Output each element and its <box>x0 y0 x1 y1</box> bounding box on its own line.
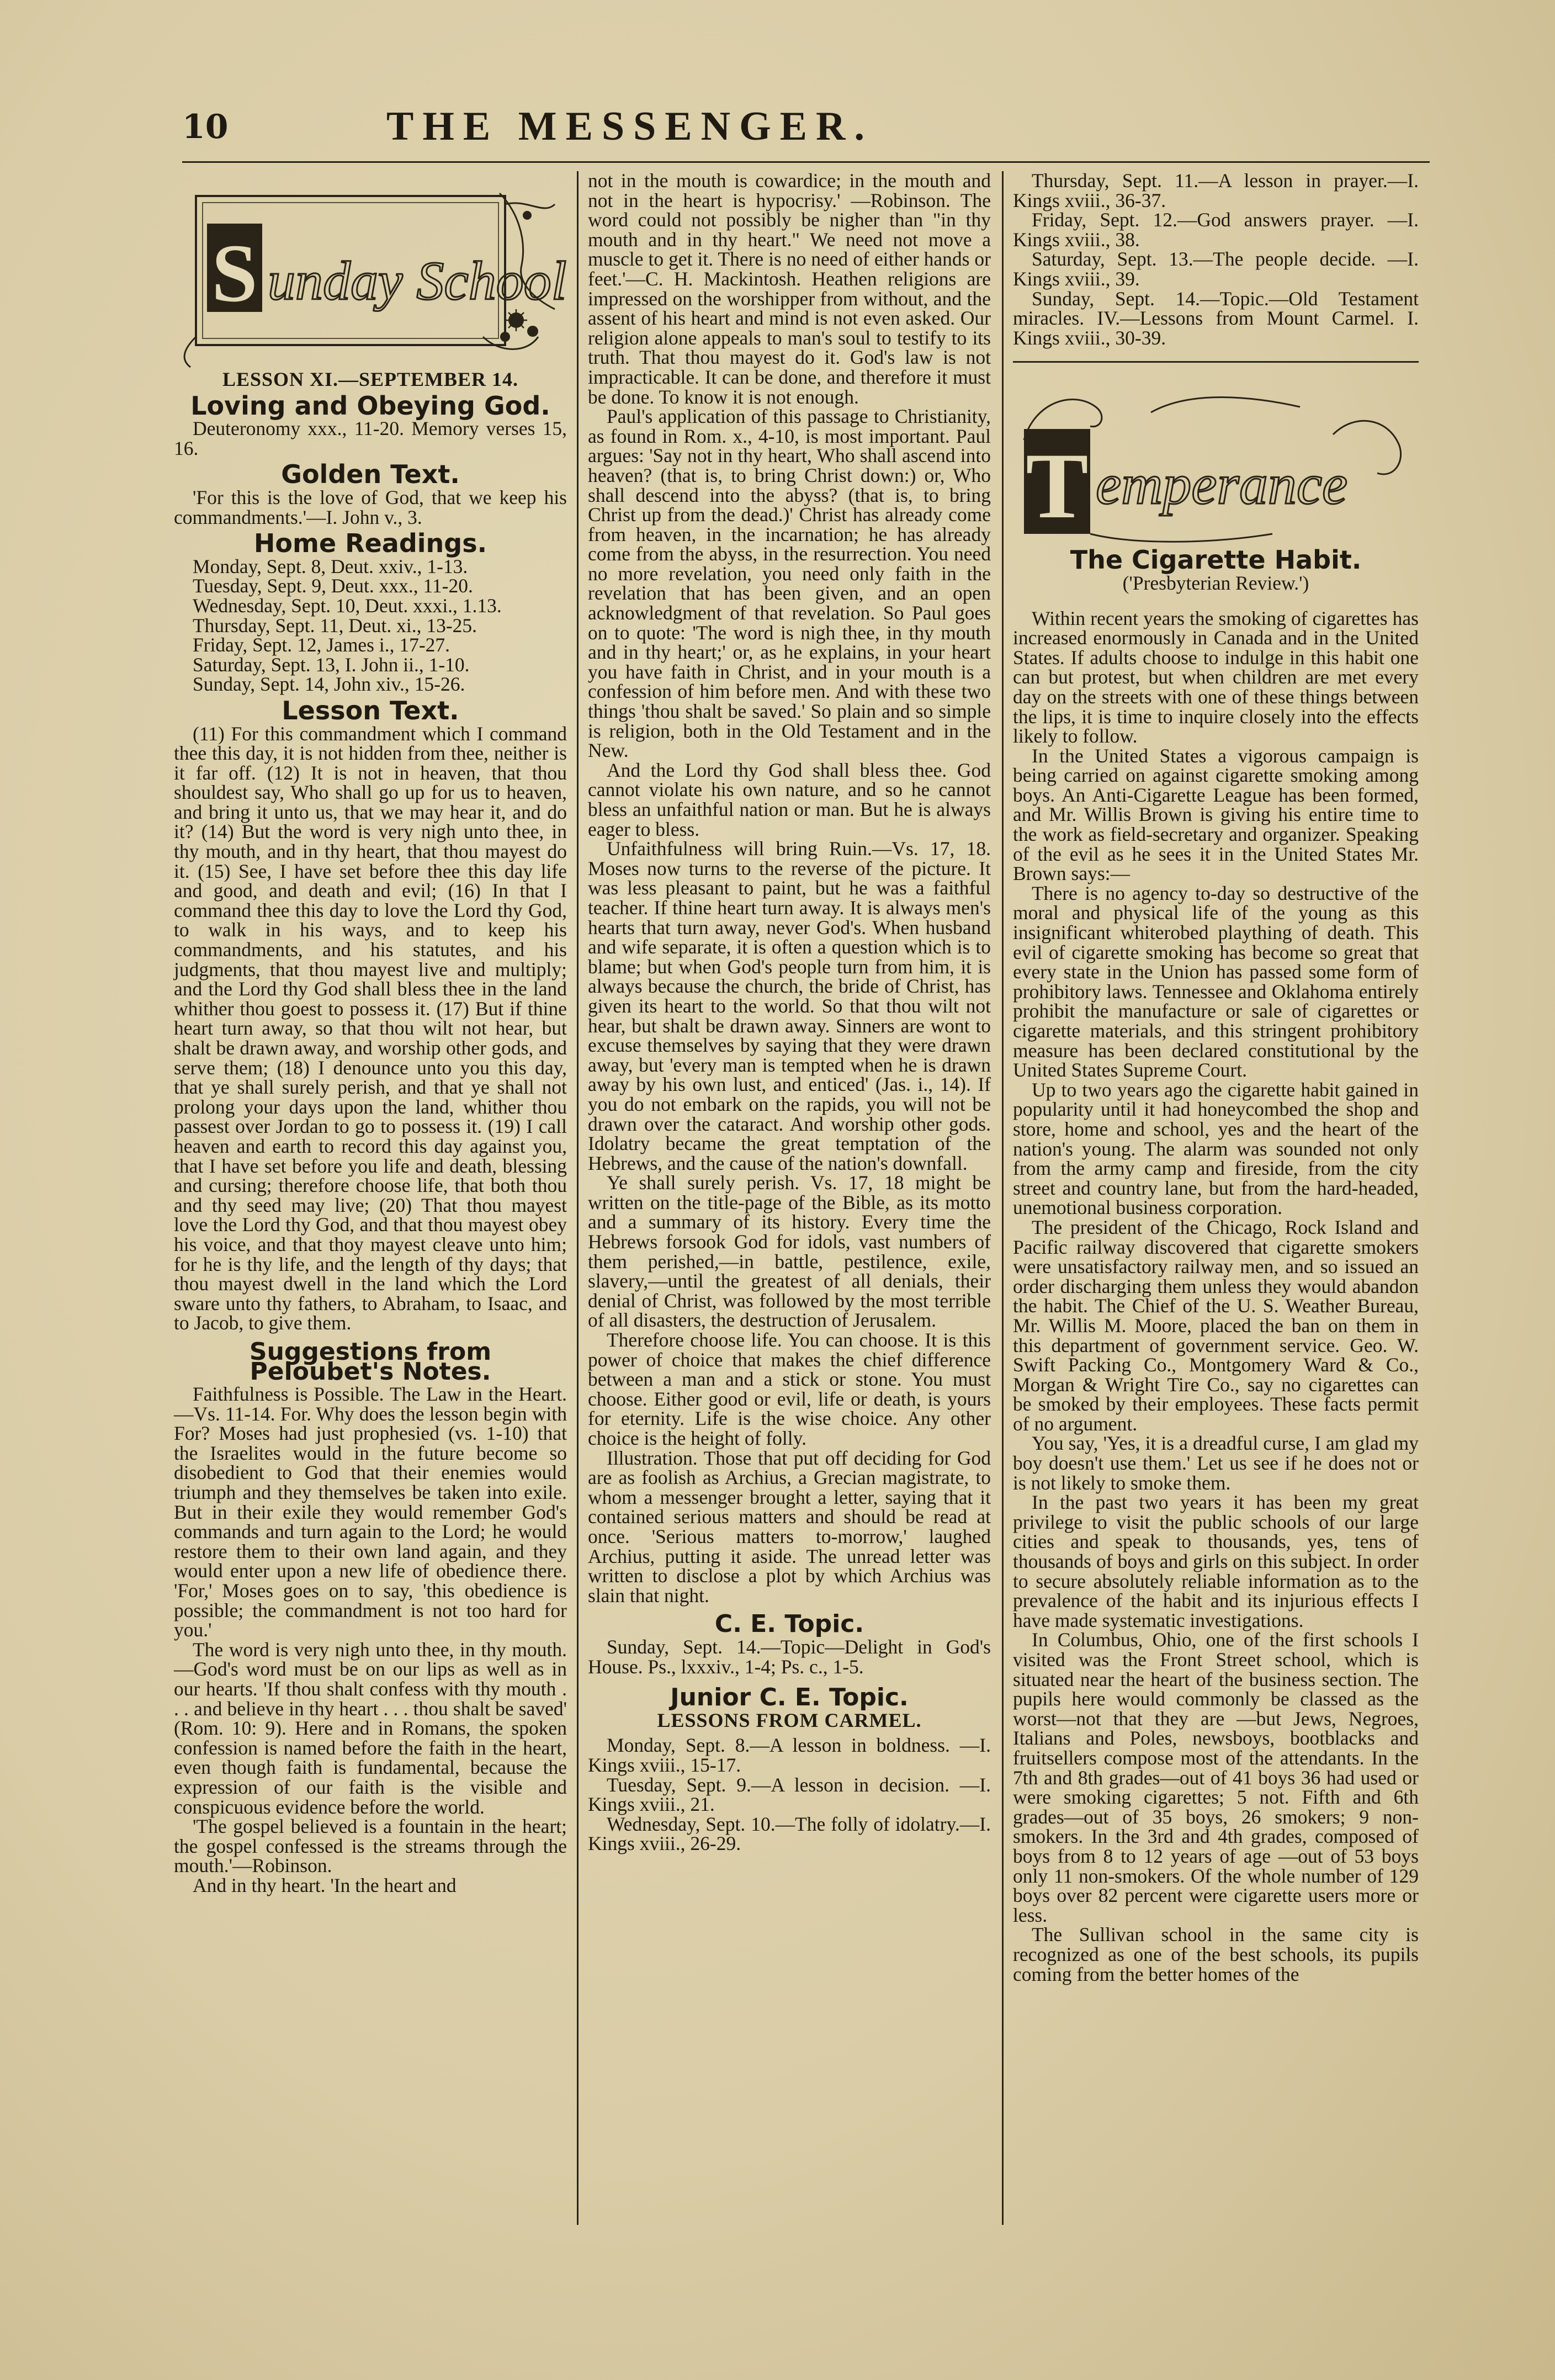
junior-ce-item: Friday, Sept. 12.—God answers prayer. —I. Kings xviii., 38. <box>1013 209 1419 251</box>
list-item: Thursday, Sept. 11, Deut. xi., 13-25. <box>193 614 477 637</box>
list-item: Friday, Sept. 12, James i., 17-27. <box>193 634 450 656</box>
article-title: The Cigarette Habit. <box>1070 545 1362 575</box>
suggestions-paragraph: The word is very nigh unto thee, in thy mouth.—God's word must be on our lips as well as in our hearts. 'If thou shalt confess with thy mouth . . . and believe in thy heart . . . thou shalt be saved' (Rom. 10: 9). Here and in Romans, the spoken confession is named before the faith in the heart, even though faith is fundamental, because the expression of our faith is the visible and conspicuous evidence before the world. <box>174 1638 567 1818</box>
suggestions-paragraph: 'The gospel believed is a fountain in the heart; the gospel confessed is the streams through the mouth.'—Robinson. <box>174 1815 567 1877</box>
junior-ce-item: Wednesday, Sept. 10.—The folly of idolatry.—I. Kings xviii., 26-29. <box>588 1812 991 1855</box>
svg-text:emperance: emperance <box>1096 453 1348 517</box>
column-2 <box>588 171 991 1854</box>
column-3 <box>1013 171 1419 1984</box>
body-paragraph: not in the mouth is cowardice; in the mouth and not in the heart is hypocrisy.' —Robinson. The word could not possibly be nigher than "in thy mouth and in thy heart." We need not move a muscle to get it. There is no need of either hands or feet.'—C. H. Mackintosh. Heathen religions are impressed on the worshipper from without, and the assent of his heart and mind is not even asked. Our religion alone appeals to man's soul to testify to its truth. That thou mayest do it. God's law is not impracticable. It can be done, and therefore it must be done. To know it is not enough. <box>588 169 991 408</box>
lesson-text-heading: Lesson Text. <box>282 695 459 725</box>
svg-text:S: S <box>211 227 258 319</box>
temperance-ornamental-icon <box>1013 368 1419 550</box>
list-item: Monday, Sept. 8, Deut. xxiv., 1-13. <box>193 555 468 577</box>
junior-ce-heading: Junior C. E. Topic. <box>670 1683 909 1712</box>
column-divider-1 <box>577 171 579 2225</box>
svg-text:unday School: unday School <box>268 250 567 311</box>
body-paragraph: Ye shall surely perish. Vs. 17, 18 might be written on the title-page of the Bible, as its motto and a summary of its history. Every time the Hebrews forsook God for idols, vast numbers of them perished,—in battle, pestilence, exile, slavery,—until the greatest of all denials, their denial of Christ, was followed by the most terrible of all disasters, the destruction of Jerusalem. <box>588 1172 991 1332</box>
article-paragraph: In the United States a vigorous campaign is being carried on against cigarette smoking among boys. An Anti-Cigarette League has been formed, and Mr. Willis Brown is giving his entire time to the work as field-secretary and organizer. Speaking of the evil as he sees it in the United States Mr. Brown says:— <box>1013 744 1419 885</box>
page-header <box>182 104 1430 157</box>
home-readings-heading: Home Readings. <box>253 528 487 559</box>
lesson-text-body: (11) For this commandment which I command thee this day, it is not hidden from thee, neither is it far off. (12) It is not in heaven, that thou shouldest say, Who shall go up for us to heaven, and bring it unto us, that we may hear it, and do it? (14) But the word is very nigh unto thee, in thy mouth, and in thy heart, that thou mayest do it. (15) See, I have set before thee this day life and good, and death and evil; (16) In that I command thee this day to love the Lord thy God, to walk in his ways, and to keep his commandments, and his statutes, and his judgments, that thou mayest live and multiply; and the Lord thy God shall bless thee in the land whither thou goest to possess it. (17) But if thine heart turn away, so that thou wilt not hear, but shalt be drawn away, and worship other gods, and serve them; (18) I denounce unto you this day, that ye shall surely perish, and that ye shall not prolong your days upon the land, whither thou passest over Jordan to go to possess it. (19) I call heaven and earth to record this day against you, that I have set before you life and death, blessing and cursing; therefore choose life, that both thou and thy seed may live; (20) That thou mayest love the Lord thy God, and that thou mayest obey his voice, and that thoy mayest cleave unto him; for he is thy life, and the length of thy days; that thou mayest dwell in the land which the Lord sware unto thy fathers, to Abraham, to Isaac, and to Jacob, to give them. <box>174 722 567 1334</box>
article-paragraph: You say, 'Yes, it is a dreadful curse, I am glad my boy doesn't use them.' Let us see if he does not or is not likely to smoke them. <box>1013 1432 1419 1494</box>
junior-ce-item: Saturday, Sept. 13.—The people decide. —I. Kings xviii., 39. <box>1013 248 1419 290</box>
ce-topic-text: Sunday, Sept. 14.—Topic—Delight in God's House. Ps., lxxxiv., 1-4; Ps. c., 1-5. <box>588 1635 991 1678</box>
junior-ce-item: Thursday, Sept. 11.—A lesson in prayer.—I. Kings xviii., 36-37. <box>1013 169 1419 211</box>
body-paragraph: Unfaithfulness will bring Ruin.—Vs. 17, 18. Moses now turns to the reverse of the picture. It was less pleasant to paint, but he was a faithful teacher. If thine heart turn away. It is always men's hearts that turn away, never God's. When husband and wife separate, it is often a question which is to blame; but when God's people turn from him, it is always because the church, the bride of Christ, has given its heart to the world. So that thou wilt not hear, but shalt be drawn away. Sinners are wont to excuse themselves by saying that they were drawn away, but 'every man is tempted when he is drawn away by his own lust, and enticed' (Jas. i., 14). If you do not embark on the rapids, you will not be drawn over the cataract. And worship other gods. Idolatry became the great temptation of the Hebrews, and the cause of the nation's downfall. <box>588 837 991 1174</box>
article-paragraph: Up to two years ago the cigarette habit gained in popularity until it had honeycombed the shop and store, home and school, yes and the heart of the nation's young. The alarm was sounded not only from the army camp and fireside, from the city street and country lane, but from the hard-headed, unemotional business corporation. <box>1013 1078 1419 1219</box>
sunday-school-ornamental-icon <box>174 171 567 375</box>
body-paragraph: Illustration. Those that put off deciding for God are as foolish as Archius, a Grecian magistrate, to whom a messenger brought a letter, saying that it contained serious matters and should be read at once. 'Serious matters to-morrow,' laughed Archius, putting it aside. The unread letter was written to disclose a plot by which Archius was slain that night. <box>588 1446 991 1607</box>
suggestions-heading: Suggestions from Peloubet's Notes. <box>249 1337 492 1386</box>
sunday-school-banner <box>174 171 567 375</box>
junior-ce-item: Tuesday, Sept. 9.—A lesson in decision. —I. Kings xviii., 21. <box>588 1773 991 1816</box>
article-paragraph: Within recent years the smoking of cigarettes has increased enormously in Canada and in the United States. If adults choose to indulge in this habit one can but protest, but when children are met every day on the streets with one of these things between the lips, it is time to inquire closely into the effects likely to follow. <box>1013 607 1419 748</box>
body-paragraph: And the Lord thy God shall bless thee. God cannot violate his own nature, and so he cannot bless an unfaithful nation or man. But he is always eager to bless. <box>588 759 991 840</box>
article-source: ('Presbyterian Review.') <box>1122 571 1309 594</box>
junior-ce-item: Monday, Sept. 8.—A lesson in boldness. —I. Kings xviii., 15-17. <box>588 1734 991 1776</box>
lesson-title: Loving and Obeying God. <box>190 390 550 421</box>
temperance-banner <box>1013 368 1419 550</box>
article-paragraph: In the past two years it has been my great privilege to visit the public schools of our large cities and speak to thousands, yes, tens of thousands of boys and girls on this subject. In order to secure absolutely reliable information as to the prevalence of the habit and its injurious effects I have made systematic investigations. <box>1013 1491 1419 1631</box>
section-rule <box>1013 361 1419 363</box>
page-number: 10 <box>182 108 229 146</box>
golden-text-heading: Golden Text. <box>281 459 460 490</box>
lesson-reference: Deuteronomy xxx., 11-20. Memory verses 15, 16. <box>174 417 567 459</box>
body-paragraph: Paul's application of this passage to Christianity, as found in Rom. x., 4-10, is most important. Paul argues: 'Say not in thy heart, Who shall ascend into heaven? (that is, to bring Christ down:) or, Who shall descend into the abyss? (that is, to bring Christ up from the dead.)' Christ has already come from heaven, in the incarnation; he has already come from the abyss, in the resurrection. You need no more revelation, you need only faith in the revelation that has been given, and an open acknowledgment of that revelation. So Paul goes on to quote: 'The word is nigh thee, in thy mouth and in thy heart;' or, as he explains, in your heart you have faith in Christ, and in your mouth is a confession of him before men. And with these two things 'thou shalt be saved.' So plain and so simple is religion, both in the Old Testament and in the New. <box>588 405 991 762</box>
junior-ce-subheading: LESSONS FROM CARMEL. <box>657 1709 922 1731</box>
svg-text:T: T <box>1026 434 1089 538</box>
article-paragraph: In Columbus, Ohio, one of the first schools I visited was the Front Street school, which is situated near the heart of the business section. The pupils here would commonly be classed as the worst—not that they are —but Jews, Negroes, Italians and Poles, newsboys, bootblacks and fruitsellers compose most of the attendants. In the 7th and 8th grades—out of 41 boys 36 had used or were smoking cigarettes; 5 not. Fifth and 6th grades—out of 35 boys, 26 smokers; 9 non-smokers. In the 3rd and 4th grades, composed of boys from 8 to 12 years of age —out of 53 boys only 11 non-smokers. Of the whole number of 129 boys over 82 percent were cigarette users more or less. <box>1013 1629 1419 1926</box>
home-readings-list <box>193 557 567 695</box>
ce-topic-heading: C. E. Topic. <box>714 1610 864 1639</box>
body-paragraph: Therefore choose life. You can choose. It is this power of choice that makes the chief difference between a man and a stick or stone. You must choose. Either good or evil, life or death, is yours for eternity. Life is the wise choice. Any other choice is the height of folly. <box>588 1329 991 1449</box>
list-item: Saturday, Sept. 13, I. John ii., 1-10. <box>193 653 470 676</box>
article-paragraph: The Sullivan school in the same city is recognized as one of the best schools, its pupils coming from the better homes of the <box>1013 1923 1419 1985</box>
article-paragraph: The president of the Chicago, Rock Island and Pacific railway discovered that cigarette smokers were unsatisfactory railway men, and so issued an order discharging them unless they would abandon the habit. The Chief of the U. S. Weather Bureau, Mr. Willis M. Moore, placed the ban on them in this department of government service. Geo. W. Swift Packing Co., Montgomery Ward & Co., Morgan & Wright Tire Co., say no cigarettes can be smoked by their employees. These facts permit of no argument. <box>1013 1216 1419 1435</box>
list-item: Wednesday, Sept. 10, Deut. xxxi., 1.13. <box>193 594 502 617</box>
column-divider-2 <box>1002 171 1004 2225</box>
lesson-label: LESSON XI.—SEPTEMBER 14. <box>222 368 519 390</box>
masthead-title: THE MESSENGER. <box>386 104 873 149</box>
suggestions-paragraph: And in thy heart. 'In the heart and <box>193 1874 457 1896</box>
column-1 <box>174 171 567 1896</box>
list-item: Tuesday, Sept. 9, Deut. xxx., 11-20. <box>193 575 473 597</box>
suggestions-paragraph: Faithfulness is Possible. The Law in the Heart.—Vs. 11-14. For. Why does the lesson begin with For? Moses had just prophesied (vs. 1-10) that the Israelites would in the future become so disobedient to God that their enemies would triumph and they themselves be taken into exile. But in their exile they would remember God's commands and turn again to the Lord; he would restore them to their own land again, and they would enter upon a new life of obedience there. 'For,' Moses goes on to say, 'this obedience is possible; the commandment is not too hard for you.' <box>174 1383 567 1641</box>
article-paragraph: There is no agency to-day so destructive of the moral and physical life of the young as this insignificant whiterobed plaything of death. This evil of cigarette smoking has become so great that every state in the Union has passed some form of prohibitory laws. Tennessee and Oklahoma entirely prohibit the manufacture or sale of cigarettes or cigarette materials, and this stringent prohibitory measure has been declared constitutional by the United States Supreme Court. <box>1013 882 1419 1082</box>
golden-text: 'For this is the love of God, that we keep his commandments.'—I. John v., 3. <box>174 486 567 528</box>
list-item: Sunday, Sept. 14, John xiv., 15-26. <box>193 673 465 696</box>
header-rule <box>182 161 1430 163</box>
junior-ce-item: Sunday, Sept. 14.—Topic.—Old Testament miracles. IV.—Lessons from Mount Carmel. I. Kings xviii., 30-39. <box>1013 287 1419 349</box>
